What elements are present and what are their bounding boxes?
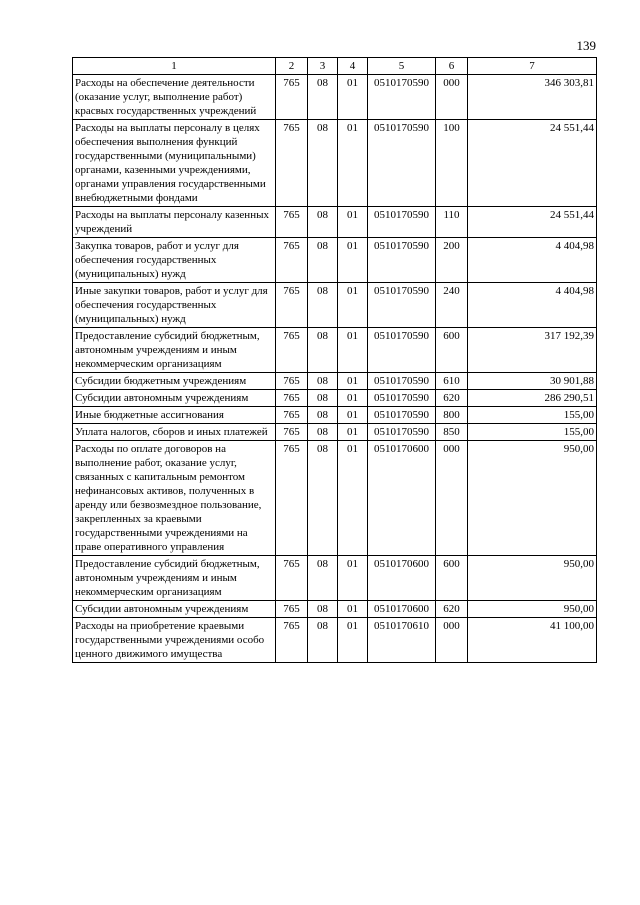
- row-code-cell: 08: [308, 407, 338, 424]
- row-code-cell: 0510170600: [368, 601, 436, 618]
- table-row: [73, 283, 597, 328]
- column-header: 1: [73, 58, 276, 75]
- table-row: [73, 441, 597, 556]
- row-code-cell: 000: [436, 618, 468, 663]
- row-code-cell: 08: [308, 373, 338, 390]
- row-code-cell: 01: [338, 328, 368, 373]
- row-code-cell: 110: [436, 207, 468, 238]
- row-code-cell: 01: [338, 75, 368, 120]
- row-code-cell: 600: [436, 328, 468, 373]
- row-amount-cell: 4 404,98: [468, 283, 597, 328]
- row-code-cell: 0510170590: [368, 424, 436, 441]
- row-name-cell: Расходы на выплаты персоналу в целях обеспечения выполнения функций государственными (муниципальными) органами, казенными учреждениями, органами управления государственными внебюджетными фондами: [73, 120, 276, 207]
- row-code-cell: 000: [436, 441, 468, 556]
- table-body: [73, 75, 597, 663]
- row-code-cell: 600: [436, 556, 468, 601]
- row-code-cell: 765: [276, 407, 308, 424]
- row-code-cell: 0510170600: [368, 441, 436, 556]
- row-code-cell: 08: [308, 601, 338, 618]
- table-row: [73, 407, 597, 424]
- row-code-cell: 01: [338, 601, 368, 618]
- row-name-cell: Закупка товаров, работ и услуг для обеспечения государственных (муниципальных) нужд: [73, 238, 276, 283]
- row-code-cell: 01: [338, 407, 368, 424]
- budget-table: [72, 57, 597, 663]
- row-code-cell: 765: [276, 238, 308, 283]
- row-code-cell: 765: [276, 424, 308, 441]
- row-code-cell: 08: [308, 441, 338, 556]
- row-code-cell: 765: [276, 207, 308, 238]
- row-code-cell: 765: [276, 328, 308, 373]
- row-name-cell: Расходы на обеспечение деятельности (оказание услуг, выполнение работ) красвых государственных учреждений: [73, 75, 276, 120]
- column-header: 3: [308, 58, 338, 75]
- row-code-cell: 08: [308, 283, 338, 328]
- row-name-cell: Иные закупки товаров, работ и услуг для обеспечения государственных (муниципальных) нужд: [73, 283, 276, 328]
- row-amount-cell: 155,00: [468, 407, 597, 424]
- row-code-cell: 765: [276, 441, 308, 556]
- row-amount-cell: 950,00: [468, 441, 597, 556]
- table-row: [73, 556, 597, 601]
- row-code-cell: 800: [436, 407, 468, 424]
- row-code-cell: 000: [436, 75, 468, 120]
- row-code-cell: 01: [338, 373, 368, 390]
- row-code-cell: 0510170590: [368, 75, 436, 120]
- row-code-cell: 765: [276, 601, 308, 618]
- row-code-cell: 01: [338, 618, 368, 663]
- row-amount-cell: 4 404,98: [468, 238, 597, 283]
- row-code-cell: 620: [436, 390, 468, 407]
- table-header-row: [73, 58, 597, 75]
- row-name-cell: Субсидии автономным учреждениям: [73, 390, 276, 407]
- row-amount-cell: 155,00: [468, 424, 597, 441]
- row-code-cell: 765: [276, 75, 308, 120]
- row-code-cell: 08: [308, 207, 338, 238]
- row-amount-cell: 24 551,44: [468, 120, 597, 207]
- row-code-cell: 01: [338, 390, 368, 407]
- row-code-cell: 0510170590: [368, 283, 436, 328]
- row-name-cell: Расходы по оплате договоров на выполнение работ, оказание услуг, связанных с капитальным ремонтом нефинансовых активов, полученных в аренду или безвозмездное пользование, закрепленных за краевыми государственными учреждениями на праве оперативного управления: [73, 441, 276, 556]
- column-header: 2: [276, 58, 308, 75]
- row-amount-cell: 950,00: [468, 556, 597, 601]
- table-row: [73, 618, 597, 663]
- row-code-cell: 0510170610: [368, 618, 436, 663]
- row-code-cell: 0510170600: [368, 556, 436, 601]
- row-name-cell: Субсидии автономным учреждениям: [73, 601, 276, 618]
- row-code-cell: 01: [338, 556, 368, 601]
- table-row: [73, 373, 597, 390]
- row-code-cell: 765: [276, 283, 308, 328]
- row-code-cell: 01: [338, 207, 368, 238]
- table-row: [73, 207, 597, 238]
- row-code-cell: 08: [308, 390, 338, 407]
- row-code-cell: 0510170590: [368, 207, 436, 238]
- row-name-cell: Предоставление субсидий бюджетным, автономным учреждениям и иным некоммерческим организациям: [73, 556, 276, 601]
- row-code-cell: 0510170590: [368, 328, 436, 373]
- row-code-cell: 850: [436, 424, 468, 441]
- row-code-cell: 0510170590: [368, 390, 436, 407]
- table-row: [73, 75, 597, 120]
- row-amount-cell: 286 290,51: [468, 390, 597, 407]
- column-header: 4: [338, 58, 368, 75]
- row-code-cell: 08: [308, 556, 338, 601]
- row-name-cell: Субсидии бюджетным учреждениям: [73, 373, 276, 390]
- row-code-cell: 08: [308, 618, 338, 663]
- row-name-cell: Иные бюджетные ассигнования: [73, 407, 276, 424]
- row-code-cell: 01: [338, 238, 368, 283]
- row-name-cell: Расходы на выплаты персоналу казенных учреждений: [73, 207, 276, 238]
- table-row: [73, 601, 597, 618]
- row-amount-cell: 30 901,88: [468, 373, 597, 390]
- row-name-cell: Предоставление субсидий бюджетным, автономным учреждениям и иным некоммерческим организациям: [73, 328, 276, 373]
- row-amount-cell: 24 551,44: [468, 207, 597, 238]
- column-header: 6: [436, 58, 468, 75]
- row-code-cell: 610: [436, 373, 468, 390]
- row-code-cell: 240: [436, 283, 468, 328]
- row-code-cell: 765: [276, 373, 308, 390]
- row-code-cell: 08: [308, 238, 338, 283]
- row-code-cell: 200: [436, 238, 468, 283]
- row-code-cell: 765: [276, 618, 308, 663]
- row-code-cell: 100: [436, 120, 468, 207]
- row-amount-cell: 41 100,00: [468, 618, 597, 663]
- row-code-cell: 0510170590: [368, 373, 436, 390]
- row-name-cell: Уплата налогов, сборов и иных платежей: [73, 424, 276, 441]
- row-amount-cell: 950,00: [468, 601, 597, 618]
- page-number: 139: [576, 38, 596, 53]
- row-code-cell: 765: [276, 556, 308, 601]
- row-code-cell: 08: [308, 424, 338, 441]
- row-amount-cell: 346 303,81: [468, 75, 597, 120]
- row-code-cell: 08: [308, 328, 338, 373]
- row-amount-cell: 317 192,39: [468, 328, 597, 373]
- table-row: [73, 120, 597, 207]
- table-row: [73, 390, 597, 407]
- table-row: [73, 328, 597, 373]
- row-code-cell: 620: [436, 601, 468, 618]
- row-name-cell: Расходы на приобретение краевыми государственными учреждениями особо ценного движимого имущества: [73, 618, 276, 663]
- row-code-cell: 08: [308, 75, 338, 120]
- row-code-cell: 0510170590: [368, 120, 436, 207]
- row-code-cell: 01: [338, 120, 368, 207]
- row-code-cell: 0510170590: [368, 238, 436, 283]
- row-code-cell: 0510170590: [368, 407, 436, 424]
- row-code-cell: 08: [308, 120, 338, 207]
- row-code-cell: 01: [338, 441, 368, 556]
- column-header: 7: [468, 58, 597, 75]
- column-header: 5: [368, 58, 436, 75]
- table-row: [73, 424, 597, 441]
- row-code-cell: 765: [276, 390, 308, 407]
- table-row: [73, 238, 597, 283]
- row-code-cell: 01: [338, 424, 368, 441]
- row-code-cell: 765: [276, 120, 308, 207]
- row-code-cell: 01: [338, 283, 368, 328]
